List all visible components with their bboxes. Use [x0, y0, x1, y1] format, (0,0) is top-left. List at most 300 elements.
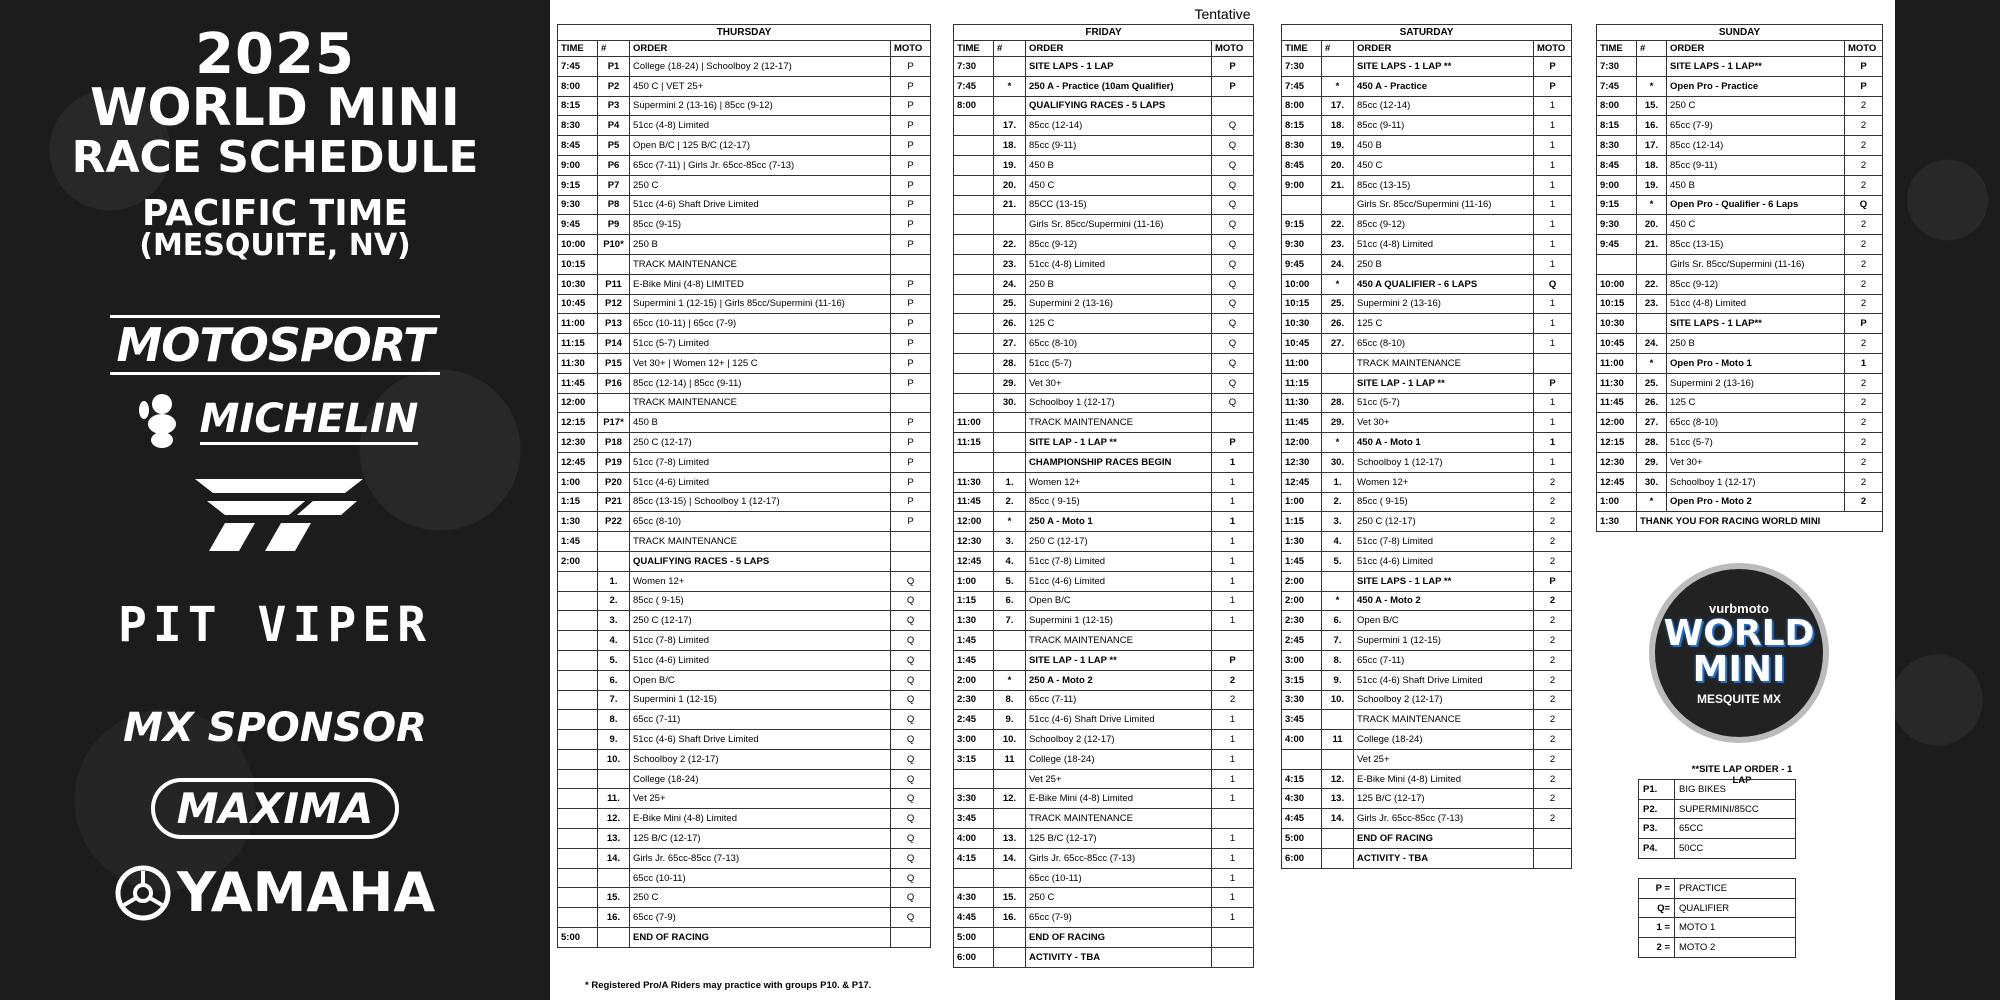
row-number: 1.: [1322, 472, 1354, 492]
row-time: 12:00: [1597, 413, 1637, 433]
row-number: 2.: [598, 591, 630, 611]
row-number: [994, 947, 1026, 967]
schedule-row: [1597, 175, 1883, 195]
schedule-row: [1282, 789, 1572, 809]
row-number: [994, 809, 1026, 829]
schedule-row: [1282, 670, 1572, 690]
row-number: 29.: [1637, 452, 1667, 472]
row-number: P20: [598, 472, 630, 492]
row-number: 21.: [1322, 175, 1354, 195]
row-time: [558, 789, 598, 809]
row-number: 10.: [598, 749, 630, 769]
row-order: 65cc (8-10): [1026, 334, 1212, 354]
row-order: Girls Jr. 65cc-85cc (7-13): [1354, 809, 1534, 829]
yamaha-logo: YAMAHA: [0, 860, 550, 925]
row-moto: P: [891, 492, 931, 512]
row-time: 1:00: [1282, 492, 1322, 512]
row-time: [558, 631, 598, 651]
row-order: Supermini 2 (13-16): [1026, 294, 1212, 314]
schedule-row: [954, 235, 1254, 255]
schedule-row: [558, 848, 931, 868]
row-time: 11:45: [558, 373, 598, 393]
row-time: 3:00: [1282, 650, 1322, 670]
schedule-row: [558, 215, 931, 235]
schedule-row: [1282, 235, 1572, 255]
row-order: END OF RACING: [1026, 928, 1212, 948]
row-number: [994, 433, 1026, 453]
time-column-header: TIME: [1282, 41, 1322, 57]
row-moto: P: [891, 512, 931, 532]
row-moto: 2: [1534, 809, 1572, 829]
schedule-row: [1597, 215, 1883, 235]
row-number: 15.: [994, 888, 1026, 908]
row-order: 85cc (13-15): [1354, 175, 1534, 195]
row-time: 4:45: [1282, 809, 1322, 829]
row-time: 9:45: [1597, 235, 1637, 255]
row-moto: 1: [1534, 155, 1572, 175]
row-order: TRACK MAINTENANCE: [1026, 413, 1212, 433]
row-moto: Q: [891, 769, 931, 789]
row-time: [954, 116, 994, 136]
row-time: 12:30: [954, 532, 994, 552]
row-order: 51cc (7-8) Limited: [1354, 532, 1534, 552]
row-moto: 1: [1212, 730, 1254, 750]
schedule-row: [1282, 57, 1572, 77]
schedule-row: [954, 809, 1254, 829]
row-order: 250 C (12-17): [1354, 512, 1534, 532]
row-time: 4:30: [1282, 789, 1322, 809]
site-lap-row-key: P1.: [1639, 780, 1675, 800]
number-column-header: #: [994, 41, 1026, 57]
row-number: *: [1322, 591, 1354, 611]
sunday-schedule: [1596, 24, 1883, 532]
site-lap-row: [1639, 839, 1796, 859]
row-moto: 1: [1212, 888, 1254, 908]
row-number: 11: [994, 749, 1026, 769]
schedule-row: [954, 116, 1254, 136]
row-time: [1597, 254, 1637, 274]
row-time: 10:15: [558, 254, 598, 274]
row-moto: 1: [1534, 314, 1572, 334]
row-order: 51cc (5-7) Limited: [630, 334, 891, 354]
row-time: [954, 155, 994, 175]
row-order: 125 B/C (12-17): [1354, 789, 1534, 809]
schedule-row: [558, 433, 931, 453]
schedule-row: [1597, 492, 1883, 512]
legend-table: [1638, 878, 1796, 958]
row-number: 15.: [598, 888, 630, 908]
row-number: [598, 254, 630, 274]
row-order: SITE LAP - 1 LAP **: [1354, 373, 1534, 393]
schedule-row: [558, 195, 931, 215]
time-column-header: TIME: [1597, 41, 1637, 57]
row-number: 18.: [1322, 116, 1354, 136]
schedule-row: [1597, 235, 1883, 255]
row-time: 11:15: [558, 334, 598, 354]
row-moto: 2: [1845, 254, 1883, 274]
row-moto: 2: [1534, 749, 1572, 769]
moto-column-header: MOTO: [1212, 41, 1254, 57]
schedule-row: [954, 829, 1254, 849]
row-moto: 1: [1845, 353, 1883, 373]
schedule-sheet: [550, 0, 1895, 1000]
row-number: P5: [598, 136, 630, 156]
legend-row: [1639, 898, 1796, 918]
row-time: 1:00: [954, 571, 994, 591]
row-number: 2.: [994, 492, 1026, 512]
column-header-row: [954, 41, 1254, 57]
row-moto: Q: [891, 591, 931, 611]
schedule-row: [954, 76, 1254, 96]
row-time: [954, 195, 994, 215]
row-order: END OF RACING: [630, 928, 891, 948]
schedule-row: [1597, 294, 1883, 314]
row-order: 250 A - Moto 1: [1026, 512, 1212, 532]
timezone-label: PACIFIC TIME: [141, 193, 409, 234]
row-moto: P: [891, 373, 931, 393]
row-order: 51cc (4-8) Limited: [1667, 294, 1845, 314]
schedule-row: [954, 789, 1254, 809]
row-order: 250 A - Practice (10am Qualifier): [1026, 76, 1212, 96]
schedule-row: [1282, 76, 1572, 96]
order-column-header: ORDER: [630, 41, 891, 57]
row-order: 450 C: [1667, 215, 1845, 235]
row-time: 8:15: [558, 96, 598, 116]
schedule-row: [1282, 96, 1572, 116]
schedule-row: [1597, 57, 1883, 77]
row-time: 5:00: [558, 928, 598, 948]
row-order: TRACK MAINTENANCE: [1026, 631, 1212, 651]
schedule-row: [954, 730, 1254, 750]
row-moto: 1: [1212, 472, 1254, 492]
schedule-row: [1282, 413, 1572, 433]
row-order: Open Pro - Practice: [1667, 76, 1845, 96]
row-time: [954, 235, 994, 255]
row-time: 9:00: [1597, 175, 1637, 195]
schedule-row: [1597, 274, 1883, 294]
row-order: 51cc (7-8) Limited: [1026, 551, 1212, 571]
mx-sponsor-logo: MX SPONSOR: [123, 704, 427, 751]
row-time: [954, 452, 994, 472]
row-moto: 1: [1212, 908, 1254, 928]
row-number: *: [1637, 195, 1667, 215]
schedule-row: [558, 472, 931, 492]
row-number: [598, 868, 630, 888]
row-time: 12:45: [558, 452, 598, 472]
row-order: Schoolboy 1 (12-17): [1667, 472, 1845, 492]
row-time: 4:45: [954, 908, 994, 928]
row-moto: 1: [1212, 492, 1254, 512]
row-moto: P: [891, 155, 931, 175]
row-moto: Q: [1212, 155, 1254, 175]
site-lap-order-title: **SITE LAP ORDER - 1 LAP: [1691, 764, 1793, 786]
row-time: 8:00: [558, 76, 598, 96]
row-order: 85cc (9-11): [1026, 136, 1212, 156]
row-order: Supermini 1 (12-15): [1354, 631, 1534, 651]
row-time: 7:45: [558, 57, 598, 77]
row-number: 26.: [1637, 393, 1667, 413]
schedule-row: [558, 136, 931, 156]
row-time: 1:30: [954, 611, 994, 631]
row-time: 8:00: [1282, 96, 1322, 116]
schedule-row: [1597, 116, 1883, 136]
moto-column-header: MOTO: [1845, 41, 1883, 57]
row-number: 22.: [1637, 274, 1667, 294]
site-lap-row: [1639, 799, 1796, 819]
row-time: 3:00: [954, 730, 994, 750]
row-number: 27.: [994, 334, 1026, 354]
time-column-header: TIME: [558, 41, 598, 57]
schedule-row: [1597, 433, 1883, 453]
row-number: 19.: [994, 155, 1026, 175]
schedule-row: [954, 908, 1254, 928]
schedule-row: [954, 433, 1254, 453]
row-moto: 2: [1845, 116, 1883, 136]
row-number: 6.: [1322, 611, 1354, 631]
row-order: QUALIFYING RACES - 5 LAPS: [1026, 96, 1212, 116]
row-order: 450 C: [1354, 155, 1534, 175]
schedule-row: [558, 908, 931, 928]
row-moto: Q: [1212, 334, 1254, 354]
row-time: [558, 848, 598, 868]
day-name: FRIDAY: [954, 25, 1254, 41]
row-moto: 1: [1212, 848, 1254, 868]
row-time: 8:00: [954, 96, 994, 116]
row-order: TRACK MAINTENANCE: [1026, 809, 1212, 829]
row-time: 11:00: [1597, 353, 1637, 373]
row-order: 450 C | VET 25+: [630, 76, 891, 96]
schedule-row: [954, 749, 1254, 769]
schedule-row: [558, 551, 931, 571]
row-order: E-Bike Mini (4-8) Limited: [630, 809, 891, 829]
row-moto: 1: [1212, 749, 1254, 769]
row-number: 2.: [1322, 492, 1354, 512]
row-order: 250 B: [1354, 254, 1534, 274]
row-number: P3: [598, 96, 630, 116]
row-number: 3.: [1322, 512, 1354, 532]
row-order: 65cc (7-11) | Girls Jr. 65cc-85cc (7-13): [630, 155, 891, 175]
legend-row-key: P =: [1639, 879, 1675, 899]
row-order: 65cc (8-10): [1667, 413, 1845, 433]
schedule-row: [954, 631, 1254, 651]
row-time: [954, 215, 994, 235]
row-moto: 1: [1534, 393, 1572, 413]
badge-title-mini: MINI: [1692, 648, 1786, 690]
row-moto: Q: [891, 571, 931, 591]
row-number: *: [1322, 274, 1354, 294]
michelin-logo: MICHELIN: [0, 385, 550, 455]
row-time: 10:00: [1282, 274, 1322, 294]
row-moto: 2: [1845, 334, 1883, 354]
row-time: [558, 730, 598, 750]
row-moto: 1: [1534, 235, 1572, 255]
row-time: 7:45: [954, 76, 994, 96]
row-order: 65cc (7-9): [1667, 116, 1845, 136]
row-moto: P: [1534, 571, 1572, 591]
row-number: 5.: [994, 571, 1026, 591]
row-order: College (18-24): [1026, 749, 1212, 769]
row-time: [954, 393, 994, 413]
row-time: [954, 274, 994, 294]
row-number: 9.: [994, 710, 1026, 730]
row-order: Women 12+: [630, 571, 891, 591]
row-order: 65cc (7-9): [1026, 908, 1212, 928]
schedule-row: [1282, 809, 1572, 829]
row-number: 16.: [994, 908, 1026, 928]
row-number: [1322, 57, 1354, 77]
row-order: 250 A - Moto 2: [1026, 670, 1212, 690]
row-number: P11: [598, 274, 630, 294]
row-moto: Q: [891, 650, 931, 670]
schedule-row: [1282, 631, 1572, 651]
row-number: 30.: [994, 393, 1026, 413]
site-lap-row-value: BIG BIKES: [1675, 780, 1796, 800]
row-moto: 1: [1212, 789, 1254, 809]
row-number: 20.: [1322, 155, 1354, 175]
row-time: [954, 294, 994, 314]
schedule-row: [954, 472, 1254, 492]
row-moto: [1212, 809, 1254, 829]
row-number: P15: [598, 353, 630, 373]
row-order: Supermini 2 (13-16): [1354, 294, 1534, 314]
schedule-row: [558, 611, 931, 631]
row-order: 85cc (9-12): [1026, 235, 1212, 255]
row-moto: P: [1845, 314, 1883, 334]
row-time: 9:45: [1282, 254, 1322, 274]
row-time: 9:30: [1597, 215, 1637, 235]
row-number: P22: [598, 512, 630, 532]
row-time: 12:15: [558, 413, 598, 433]
schedule-row: [558, 175, 931, 195]
row-order: 85cc ( 9-15): [1354, 492, 1534, 512]
row-moto: 1: [1212, 551, 1254, 571]
row-number: P21: [598, 492, 630, 512]
row-number: 6.: [598, 670, 630, 690]
row-number: 14.: [994, 848, 1026, 868]
row-time: 1:45: [954, 650, 994, 670]
row-number: 1.: [994, 472, 1026, 492]
row-moto: 2: [1212, 670, 1254, 690]
row-moto: [1534, 848, 1572, 868]
schedule-row: [1597, 373, 1883, 393]
row-moto: 2: [1534, 532, 1572, 552]
row-time: 5:00: [954, 928, 994, 948]
row-moto: 2: [1845, 452, 1883, 472]
row-order: Girls Sr. 85cc/Supermini (11-16): [1354, 195, 1534, 215]
schedule-row: [954, 650, 1254, 670]
schedule-row: [558, 393, 931, 413]
row-time: [1282, 749, 1322, 769]
row-order: 51cc (5-7): [1667, 433, 1845, 453]
row-moto: Q: [891, 631, 931, 651]
row-order: Women 12+: [1354, 472, 1534, 492]
schedule-row: [1282, 373, 1572, 393]
badge-top-text: vurbmoto: [1709, 600, 1769, 616]
row-order: 65cc (7-9): [630, 908, 891, 928]
row-order: 65cc (8-10): [630, 512, 891, 532]
schedule-row: [558, 769, 931, 789]
row-number: [994, 928, 1026, 948]
legend-row-key: 2 =: [1639, 938, 1675, 958]
schedule-row: [954, 57, 1254, 77]
schedule-row: [1597, 393, 1883, 413]
row-moto: P: [891, 413, 931, 433]
row-moto: Q: [891, 848, 931, 868]
row-time: 4:30: [954, 888, 994, 908]
schedule-row: [954, 215, 1254, 235]
row-number: 19.: [1637, 175, 1667, 195]
row-moto: 1: [1534, 413, 1572, 433]
row-moto: P: [891, 314, 931, 334]
title-panel: [0, 0, 550, 1000]
row-time: 3:30: [954, 789, 994, 809]
row-number: 9.: [598, 730, 630, 750]
row-moto: Q: [891, 908, 931, 928]
row-number: 4.: [598, 631, 630, 651]
row-number: 13.: [598, 829, 630, 849]
row-number: 13.: [994, 829, 1026, 849]
schedule-row: [1597, 472, 1883, 492]
row-order: 450 A - Moto 2: [1354, 591, 1534, 611]
schedule-row: [1282, 492, 1572, 512]
schedule-row: [954, 195, 1254, 215]
row-order: Schoolboy 2 (12-17): [1026, 730, 1212, 750]
row-time: 9:00: [558, 155, 598, 175]
row-number: 25.: [1322, 294, 1354, 314]
row-moto: 1: [1534, 175, 1572, 195]
row-order: SITE LAPS - 1 LAP**: [1667, 314, 1845, 334]
schedule-row: [1597, 452, 1883, 472]
yamaha-tuning-fork-icon: [115, 865, 171, 921]
title-race-schedule: RACE SCHEDULE: [71, 132, 479, 183]
row-order: Supermini 1 (12-15): [1026, 611, 1212, 631]
row-order: 65cc (10-11): [1026, 868, 1212, 888]
badge-title-world: WORLD: [1663, 612, 1815, 654]
row-number: 7.: [1322, 631, 1354, 651]
row-moto: 1: [1212, 532, 1254, 552]
schedule-row: [954, 136, 1254, 156]
row-order: E-Bike Mini (4-8) Limited: [1026, 789, 1212, 809]
row-number: 20.: [1637, 215, 1667, 235]
row-moto: Q: [891, 749, 931, 769]
row-order: SITE LAPS - 1 LAP: [1026, 57, 1212, 77]
row-order: 450 B: [1667, 175, 1845, 195]
row-order: 85cc ( 9-15): [1026, 492, 1212, 512]
fly-logo-icon: [185, 477, 365, 553]
row-number: 3.: [598, 611, 630, 631]
row-number: [1322, 571, 1354, 591]
row-time: 5:00: [1282, 829, 1322, 849]
row-time: 3:45: [1282, 710, 1322, 730]
legend-row: [1639, 879, 1796, 899]
row-time: 11:00: [558, 314, 598, 334]
row-moto: [891, 254, 931, 274]
row-order: 450 B: [630, 413, 891, 433]
schedule-row: [558, 670, 931, 690]
row-moto: 1: [1534, 433, 1572, 453]
row-time: 1:45: [954, 631, 994, 651]
row-moto: 2: [1534, 591, 1572, 611]
row-time: 11:30: [954, 472, 994, 492]
schedule-row: [1282, 710, 1572, 730]
site-lap-order-table: [1638, 779, 1796, 859]
row-order: 85cc (13-15): [1667, 235, 1845, 255]
row-moto: 1: [1534, 334, 1572, 354]
row-time: 12:00: [1282, 433, 1322, 453]
row-moto: 1: [1212, 769, 1254, 789]
row-time: 2:00: [954, 670, 994, 690]
row-order: TRACK MAINTENANCE: [1354, 353, 1534, 373]
